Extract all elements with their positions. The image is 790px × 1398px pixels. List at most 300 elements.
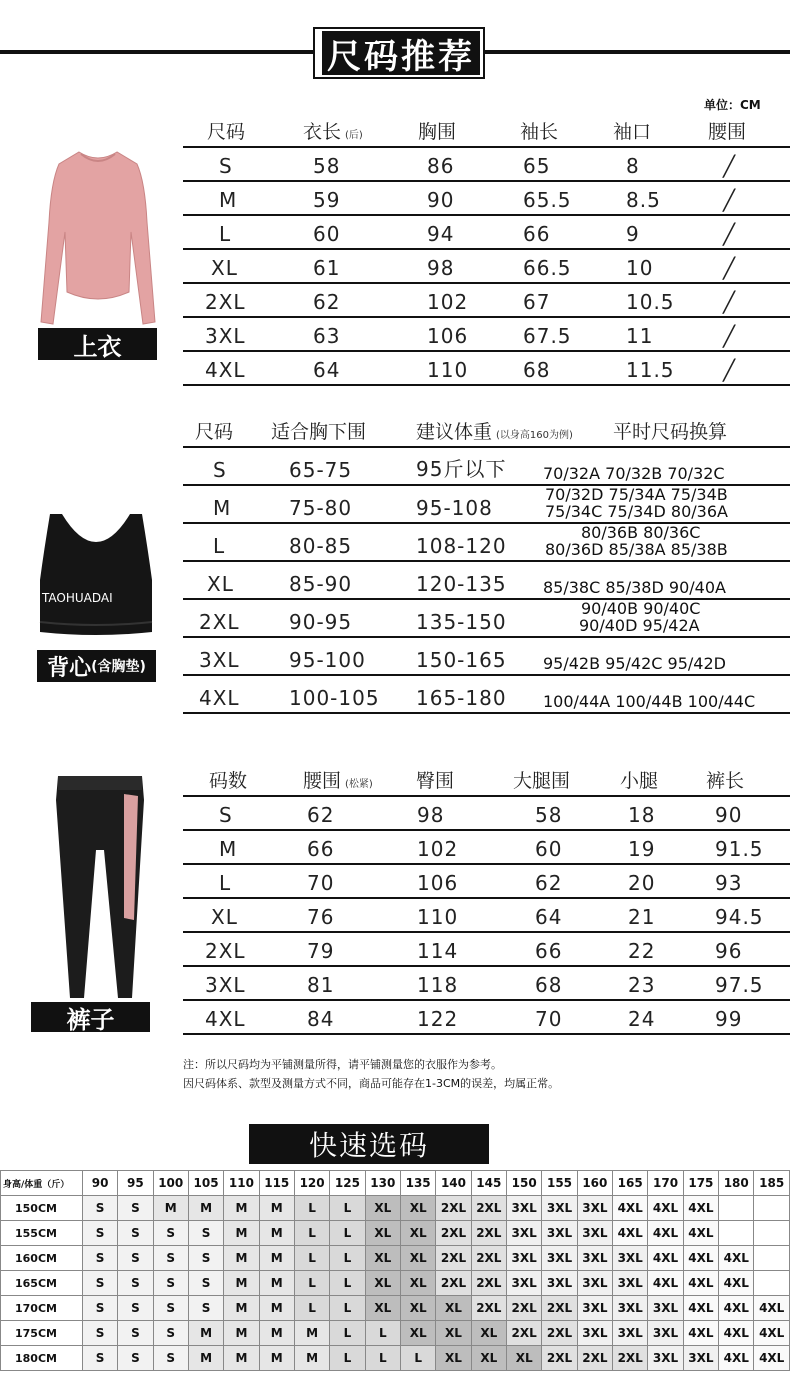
pants-label: 裤子	[31, 1002, 150, 1032]
size-cell: S	[118, 1296, 153, 1321]
size-cell: M	[259, 1196, 294, 1221]
size-cell: 4XL	[613, 1196, 648, 1221]
bras-cell: S	[213, 458, 227, 482]
size-cell: L	[330, 1271, 365, 1296]
pants-cell: 22	[628, 939, 656, 963]
pants-cell: 62	[535, 871, 563, 895]
bras-cell: L	[213, 534, 226, 558]
size-cell: 3XL	[613, 1246, 648, 1271]
tops-cell: 110	[427, 358, 469, 382]
bras-conversion-cell	[545, 600, 790, 636]
tops-header-text: 袖口	[613, 121, 652, 143]
table-row	[183, 216, 790, 250]
size-cell: XL	[365, 1296, 400, 1321]
pants-cell: 98	[417, 803, 445, 827]
weight-header: 105	[188, 1171, 223, 1196]
size-cell: 2XL	[542, 1346, 577, 1371]
tops-cell: L	[219, 222, 232, 246]
pants-header-text: 裤长	[706, 770, 745, 792]
size-cell: XL	[365, 1271, 400, 1296]
pants-header-text: 腰围	[303, 770, 342, 792]
tops-header-note: (后)	[345, 130, 363, 141]
tops-cell: 102	[427, 290, 469, 314]
size-cell: 4XL	[648, 1271, 683, 1296]
tops-header-text: 胸围	[418, 121, 457, 143]
quick-row	[1, 1296, 790, 1321]
bras-cell: 95-100	[289, 648, 366, 672]
pants-cell: 106	[417, 871, 459, 895]
size-cell: 3XL	[577, 1246, 612, 1271]
note-line-1: 注：所以尺码均为平铺测量所得，请平铺测量您的衣服作为参考。	[183, 1058, 502, 1071]
size-cell: S	[118, 1271, 153, 1296]
bra-logo-text: TAOHUADAI	[42, 591, 113, 605]
size-cell: L	[330, 1346, 365, 1371]
size-cell: 3XL	[507, 1246, 542, 1271]
bras-cell: 75-80	[289, 496, 353, 520]
tops-cell: 64	[313, 358, 341, 382]
tops-cell: ╱	[723, 358, 737, 382]
table-row	[183, 284, 790, 318]
size-cell	[754, 1221, 790, 1246]
size-cell: 4XL	[719, 1246, 754, 1271]
size-cell: 2XL	[436, 1196, 471, 1221]
bras-conversion-line-1: 95/42B 95/42C 95/42D	[543, 654, 726, 673]
size-cell: L	[294, 1196, 329, 1221]
size-cell: S	[153, 1271, 188, 1296]
size-cell: 2XL	[471, 1246, 506, 1271]
quick-select-title: 快速选码	[249, 1124, 489, 1164]
pants-cell: 21	[628, 905, 656, 929]
size-cell: L	[365, 1321, 400, 1346]
size-cell: S	[188, 1246, 223, 1271]
bras-header-text: 尺码	[195, 421, 234, 443]
bras-conversion-line-1: 80/36B 80/36C	[581, 523, 701, 542]
size-cell	[754, 1246, 790, 1271]
weight-header: 170	[648, 1171, 683, 1196]
size-cell: S	[82, 1296, 117, 1321]
bras-cell: 120-135	[416, 572, 507, 596]
size-cell: 2XL	[507, 1296, 542, 1321]
pants-cell: XL	[211, 905, 238, 929]
size-cell: S	[118, 1246, 153, 1271]
size-cell: M	[224, 1246, 259, 1271]
tops-cell: ╱	[723, 256, 737, 280]
tops-cell: ╱	[723, 154, 737, 178]
bras-label	[37, 650, 156, 682]
tops-cell: 90	[427, 188, 455, 212]
bras-cell: XL	[207, 572, 234, 596]
bras-conversion-line-2: 80/36D 85/38A 85/38B	[545, 540, 728, 559]
size-cell: 2XL	[613, 1346, 648, 1371]
size-cell: 3XL	[542, 1196, 577, 1221]
size-cell: 4XL	[648, 1221, 683, 1246]
tops-cell: 10	[626, 256, 654, 280]
bras-header-1	[271, 418, 366, 446]
bras-conversion-line-2: 90/40D 95/42A	[579, 616, 700, 635]
bras-cell: 150-165	[416, 648, 507, 672]
table-row	[183, 797, 790, 831]
bras-conversion-cell	[543, 638, 790, 674]
size-cell: 2XL	[507, 1321, 542, 1346]
table-row	[183, 831, 790, 865]
size-cell: 4XL	[683, 1246, 718, 1271]
size-cell: M	[259, 1296, 294, 1321]
tops-header-4	[613, 120, 651, 146]
size-cell: S	[82, 1271, 117, 1296]
size-cell: S	[188, 1221, 223, 1246]
bras-conversion-line-1: 85/38C 85/38D 90/40A	[543, 578, 726, 597]
bras-conversion-cell	[545, 524, 790, 560]
size-cell: S	[118, 1196, 153, 1221]
size-cell: XL	[436, 1296, 471, 1321]
tops-cell: ╱	[723, 188, 737, 212]
table-row	[183, 899, 790, 933]
table-row	[183, 638, 790, 676]
quick-row	[1, 1346, 790, 1371]
height-label: 155CM	[1, 1221, 83, 1246]
table-row	[183, 448, 790, 486]
size-cell: XL	[365, 1196, 400, 1221]
pants-header-4	[620, 767, 658, 795]
weight-header: 110	[224, 1171, 259, 1196]
tops-cell: 8.5	[626, 188, 661, 212]
tops-cell: 8	[626, 154, 640, 178]
weight-header: 150	[507, 1171, 542, 1196]
size-cell: S	[118, 1221, 153, 1246]
bras-conversion-cell	[543, 676, 790, 712]
pants-cell: 23	[628, 973, 656, 997]
size-cell: M	[259, 1346, 294, 1371]
size-cell: L	[330, 1321, 365, 1346]
quick-select-grid	[0, 1170, 790, 1371]
size-cell: 4XL	[754, 1321, 790, 1346]
size-cell: 3XL	[613, 1271, 648, 1296]
size-cell: 2XL	[542, 1321, 577, 1346]
size-cell: S	[82, 1321, 117, 1346]
tops-cell: ╱	[723, 222, 737, 246]
weight-header: 95	[118, 1171, 153, 1196]
pants-header-3	[513, 767, 570, 795]
height-label: 150CM	[1, 1196, 83, 1221]
tops-cell: 61	[313, 256, 341, 280]
size-cell: 3XL	[613, 1321, 648, 1346]
size-cell: 2XL	[436, 1221, 471, 1246]
tops-cell: 66	[523, 222, 551, 246]
bras-header-text: 适合胸下围	[271, 421, 367, 443]
tops-cell: 66.5	[523, 256, 572, 280]
bras-cell: 135-150	[416, 610, 507, 634]
pants-cell: 19	[628, 837, 656, 861]
size-cell: 4XL	[683, 1271, 718, 1296]
tops-cell: S	[219, 154, 233, 178]
table-row	[183, 865, 790, 899]
size-cell: M	[224, 1321, 259, 1346]
size-cell: XL	[400, 1271, 435, 1296]
size-cell: S	[118, 1346, 153, 1371]
size-cell: S	[153, 1246, 188, 1271]
bras-cell: 85-90	[289, 572, 353, 596]
header-rule-right	[485, 50, 790, 54]
size-cell: 3XL	[507, 1271, 542, 1296]
table-row	[183, 933, 790, 967]
size-cell: 3XL	[577, 1296, 612, 1321]
size-cell: M	[224, 1196, 259, 1221]
bras-conversion-cell	[545, 486, 790, 522]
pants-cell: 62	[307, 803, 335, 827]
size-cell: 4XL	[648, 1196, 683, 1221]
size-cell: 4XL	[613, 1221, 648, 1246]
tops-cell: 67	[523, 290, 551, 314]
pants-cell: 110	[417, 905, 459, 929]
pants-cell: S	[219, 803, 233, 827]
size-cell: M	[259, 1271, 294, 1296]
pants-cell: 97.5	[715, 973, 764, 997]
pants-header-note: (松紧)	[345, 779, 373, 790]
tops-cell: 68	[523, 358, 551, 382]
tops-cell: 60	[313, 222, 341, 246]
bras-header-row	[183, 418, 790, 448]
table-row	[183, 486, 790, 524]
size-cell: 3XL	[507, 1221, 542, 1246]
size-cell: 4XL	[719, 1346, 754, 1371]
weight-header: 115	[259, 1171, 294, 1196]
quick-row	[1, 1246, 790, 1271]
tops-header-text: 衣长	[303, 121, 342, 143]
height-label: 180CM	[1, 1346, 83, 1371]
bras-cell: 4XL	[199, 686, 240, 710]
tops-cell: 9	[626, 222, 640, 246]
bras-conversion-cell	[543, 562, 790, 598]
tops-cell: 10.5	[626, 290, 675, 314]
size-cell: S	[82, 1346, 117, 1371]
size-cell: 3XL	[683, 1346, 718, 1371]
size-cell: XL	[365, 1246, 400, 1271]
tops-cell: 2XL	[205, 290, 246, 314]
bras-conversion-line-1: 70/32D 75/34A 75/34B	[545, 485, 728, 504]
size-cell: L	[294, 1271, 329, 1296]
pants-cell: 3XL	[205, 973, 246, 997]
pants-cell: 122	[417, 1007, 459, 1031]
size-cell: 4XL	[683, 1196, 718, 1221]
bras-conversion-line-1: 70/32A 70/32B 70/32C	[543, 464, 725, 483]
tops-cell: XL	[211, 256, 238, 280]
size-cell: 3XL	[648, 1346, 683, 1371]
size-cell: L	[294, 1246, 329, 1271]
size-cell	[754, 1196, 790, 1221]
tops-header-row	[183, 120, 790, 148]
size-cell: M	[259, 1246, 294, 1271]
size-cell: 3XL	[577, 1321, 612, 1346]
tops-header-text: 袖长	[520, 121, 559, 143]
size-cell: 3XL	[507, 1196, 542, 1221]
size-cell: 4XL	[719, 1321, 754, 1346]
pants-cell: 84	[307, 1007, 335, 1031]
table-row	[183, 967, 790, 1001]
size-cell: 2XL	[471, 1221, 506, 1246]
unit-label: 单位：CM	[704, 98, 761, 112]
size-cell: XL	[400, 1321, 435, 1346]
size-cell: S	[153, 1346, 188, 1371]
bras-cell: M	[213, 496, 232, 520]
size-cell: 4XL	[754, 1296, 790, 1321]
top-shirt-image	[33, 142, 163, 332]
tops-cell: 63	[313, 324, 341, 348]
size-cell: S	[153, 1296, 188, 1321]
bras-cell: 95斤以下	[416, 457, 507, 481]
size-cell: M	[188, 1321, 223, 1346]
pants-cell: 91.5	[715, 837, 764, 861]
table-row	[183, 676, 790, 714]
size-cell: S	[118, 1321, 153, 1346]
size-cell: 4XL	[648, 1246, 683, 1271]
size-cell: 3XL	[648, 1296, 683, 1321]
weight-header: 160	[577, 1171, 612, 1196]
pants-header-2	[416, 767, 454, 795]
table-row	[183, 352, 790, 386]
size-cell: S	[82, 1246, 117, 1271]
tops-cell: 3XL	[205, 324, 246, 348]
size-cell: M	[224, 1296, 259, 1321]
size-cell: 4XL	[754, 1346, 790, 1371]
tops-cell: 11.5	[626, 358, 675, 382]
size-cell: L	[330, 1246, 365, 1271]
size-cell: 3XL	[577, 1196, 612, 1221]
pants-cell: 94.5	[715, 905, 764, 929]
pants-header-text: 小腿	[620, 770, 659, 792]
tops-cell: 59	[313, 188, 341, 212]
size-cell: 4XL	[719, 1296, 754, 1321]
tops-header-text: 尺码	[207, 121, 246, 143]
pants-cell: L	[219, 871, 232, 895]
size-cell: 2XL	[436, 1246, 471, 1271]
quick-header-row	[1, 1171, 790, 1196]
size-cell: 2XL	[471, 1196, 506, 1221]
size-cell	[719, 1196, 754, 1221]
bras-conversion-line-1: 100/44A 100/44B 100/44C	[543, 692, 756, 711]
bras-header-text: 平时尺码换算	[613, 421, 728, 443]
size-cell	[754, 1271, 790, 1296]
quick-row	[1, 1221, 790, 1246]
weight-header: 140	[436, 1171, 471, 1196]
tops-cell: 94	[427, 222, 455, 246]
weight-header: 125	[330, 1171, 365, 1196]
weight-header: 175	[683, 1171, 718, 1196]
tops-header-3	[520, 120, 558, 146]
size-cell: L	[365, 1346, 400, 1371]
pants-cell: 70	[307, 871, 335, 895]
bras-header-3	[613, 418, 727, 446]
size-cell: 3XL	[542, 1271, 577, 1296]
bras-header-2	[416, 418, 573, 446]
size-cell: L	[294, 1296, 329, 1321]
tops-table	[183, 120, 790, 386]
table-row	[183, 1001, 790, 1035]
height-label: 165CM	[1, 1271, 83, 1296]
size-cell: 3XL	[542, 1221, 577, 1246]
tops-header-text: 腰围	[708, 121, 747, 143]
size-cell: 2XL	[471, 1296, 506, 1321]
pants-header-5	[706, 767, 744, 795]
note-line-2: 因尺码体系、款型及测量方式不同，商品可能存在1-3CM的误差，均属正常。	[183, 1077, 560, 1090]
quick-row	[1, 1196, 790, 1221]
weight-header: 100	[153, 1171, 188, 1196]
size-cell: S	[153, 1221, 188, 1246]
pants-image	[50, 770, 150, 1002]
header-rule-left	[0, 50, 313, 54]
page-title: 尺码推荐	[322, 31, 480, 75]
size-cell: 4XL	[683, 1296, 718, 1321]
size-cell: M	[224, 1221, 259, 1246]
tops-cell: ╱	[723, 290, 737, 314]
size-cell: L	[330, 1296, 365, 1321]
pants-cell: 68	[535, 973, 563, 997]
tops-cell: 67.5	[523, 324, 572, 348]
bras-cell: 165-180	[416, 686, 507, 710]
size-cell: L	[294, 1221, 329, 1246]
bras-header-note: (以身高160为例)	[496, 430, 573, 441]
bras-cell: 3XL	[199, 648, 240, 672]
tops-cell: 62	[313, 290, 341, 314]
size-cell: 2XL	[577, 1346, 612, 1371]
size-cell	[719, 1221, 754, 1246]
pants-cell: 20	[628, 871, 656, 895]
size-cell: M	[294, 1321, 329, 1346]
weight-header: 90	[82, 1171, 117, 1196]
quick-row	[1, 1321, 790, 1346]
tops-cell: 106	[427, 324, 469, 348]
tops-cell: 98	[427, 256, 455, 280]
tops-cell: 65.5	[523, 188, 572, 212]
size-cell: 2XL	[436, 1271, 471, 1296]
size-cell: 3XL	[577, 1271, 612, 1296]
weight-header: 155	[542, 1171, 577, 1196]
table-row	[183, 148, 790, 182]
pants-table	[183, 767, 790, 1035]
bras-cell: 2XL	[199, 610, 240, 634]
size-cell: M	[188, 1196, 223, 1221]
size-cell: S	[188, 1296, 223, 1321]
bras-cell: 90-95	[289, 610, 353, 634]
weight-header: 145	[471, 1171, 506, 1196]
tops-header-5	[708, 120, 746, 146]
size-cell: 3XL	[648, 1321, 683, 1346]
size-cell: 4XL	[683, 1321, 718, 1346]
size-cell: M	[259, 1221, 294, 1246]
table-row	[183, 562, 790, 600]
pants-cell: 81	[307, 973, 335, 997]
height-label: 175CM	[1, 1321, 83, 1346]
weight-header: 120	[294, 1171, 329, 1196]
size-cell: M	[294, 1346, 329, 1371]
sports-bra-image	[36, 510, 156, 638]
bras-cell: 80-85	[289, 534, 353, 558]
tops-cell: 11	[626, 324, 654, 348]
size-cell: S	[82, 1221, 117, 1246]
pants-header-0	[209, 767, 247, 795]
tops-cell: 4XL	[205, 358, 246, 382]
pants-cell: 18	[628, 803, 656, 827]
pants-cell: 70	[535, 1007, 563, 1031]
size-cell: 4XL	[683, 1221, 718, 1246]
size-cell: XL	[400, 1196, 435, 1221]
size-cell: M	[259, 1321, 294, 1346]
size-cell: M	[188, 1346, 223, 1371]
size-cell: 2XL	[542, 1296, 577, 1321]
pants-cell: 60	[535, 837, 563, 861]
weight-header: 185	[754, 1171, 790, 1196]
bras-conversion-line-1: 90/40B 90/40C	[581, 599, 701, 618]
tops-label: 上衣	[38, 328, 157, 360]
